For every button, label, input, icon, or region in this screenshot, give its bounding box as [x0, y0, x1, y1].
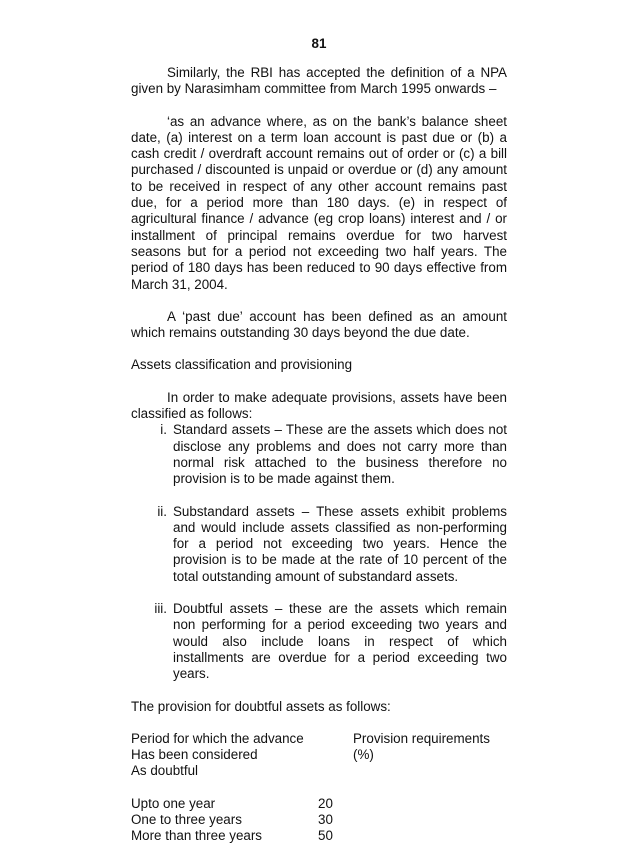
table-row [131, 828, 507, 844]
table-row [131, 796, 507, 812]
period-cell: One to three years [131, 811, 242, 827]
provision-intro: The provision for doubtful assets as follows: [131, 698, 391, 714]
paragraph-past-due: A ‘past due’ account has been defined as an amount which remains outstanding 30 days beyond the due date. [131, 308, 507, 341]
period-cell: Upto one year [131, 795, 216, 811]
paragraph-npa-quote: ‘as an advance where, as on the bank’s balance sheet date, (a) interest on a term loan account is past due or (b) a cash credit / overdraft account remains out of order or (c) a bill purchased / discounted is unpaid or overdue or (d) any amount to be received in respect of any other account remains past due, for a period more than 180 days. (e) in respect of agricultural finance / advance (eg crop loans) interest and / or installment of principal remains overdue for two harvest seasons but for a period not exceeding two half years. The period of 180 days has been reduced to 90 days effective from March 31, 2004. [131, 113, 507, 292]
paragraph-classification-intro: In order to make adequate provisions, assets have been classified as follows: [131, 389, 507, 422]
list-item [131, 422, 507, 487]
header-period-line: Period for which the advance [131, 730, 304, 746]
page-body [131, 65, 507, 845]
provision-cell: 30 [318, 811, 333, 827]
header-period-line: As doubtful [131, 763, 198, 779]
list-item-number: i. [160, 422, 167, 438]
list-item-text: Standard assets – These are the assets which does not disclose any problems and does not carry more than normal risk attached to the business therefore no provision is to be made against them. [173, 422, 507, 487]
classification-list [131, 422, 507, 682]
provision-table-header [131, 731, 507, 780]
list-item-text: Substandard assets – These assets exhibit problems and would include assets classified as non-performing for a period not exceeding two years. Hence the provision is to be made at the rate of 10 percent of the total outstanding amount of substandard assets. [173, 503, 507, 584]
list-item-number: iii. [154, 601, 167, 617]
provision-cell: 50 [318, 828, 333, 844]
list-item-text: Doubtful assets – these are the assets which remain non performing for a period exceeding two years and would also include loans in respect of which installments are overdue for a period exceeding two years. [173, 601, 507, 682]
provision-cell: 20 [318, 795, 333, 811]
section-heading: Assets classification and provisioning [131, 357, 353, 373]
list-item [131, 601, 507, 682]
page-number: 81 [311, 36, 327, 51]
period-cell: More than three years [131, 828, 262, 844]
paragraph-rbi-definition: Similarly, the RBI has accepted the definition of a NPA given by Narasimham committee from March 1995 onwards – [131, 65, 507, 97]
list-item-number: ii. [157, 503, 167, 519]
header-period-line: Has been considered [131, 747, 258, 763]
list-item [131, 504, 507, 585]
header-provision: Provision requirements (%) [353, 730, 490, 763]
